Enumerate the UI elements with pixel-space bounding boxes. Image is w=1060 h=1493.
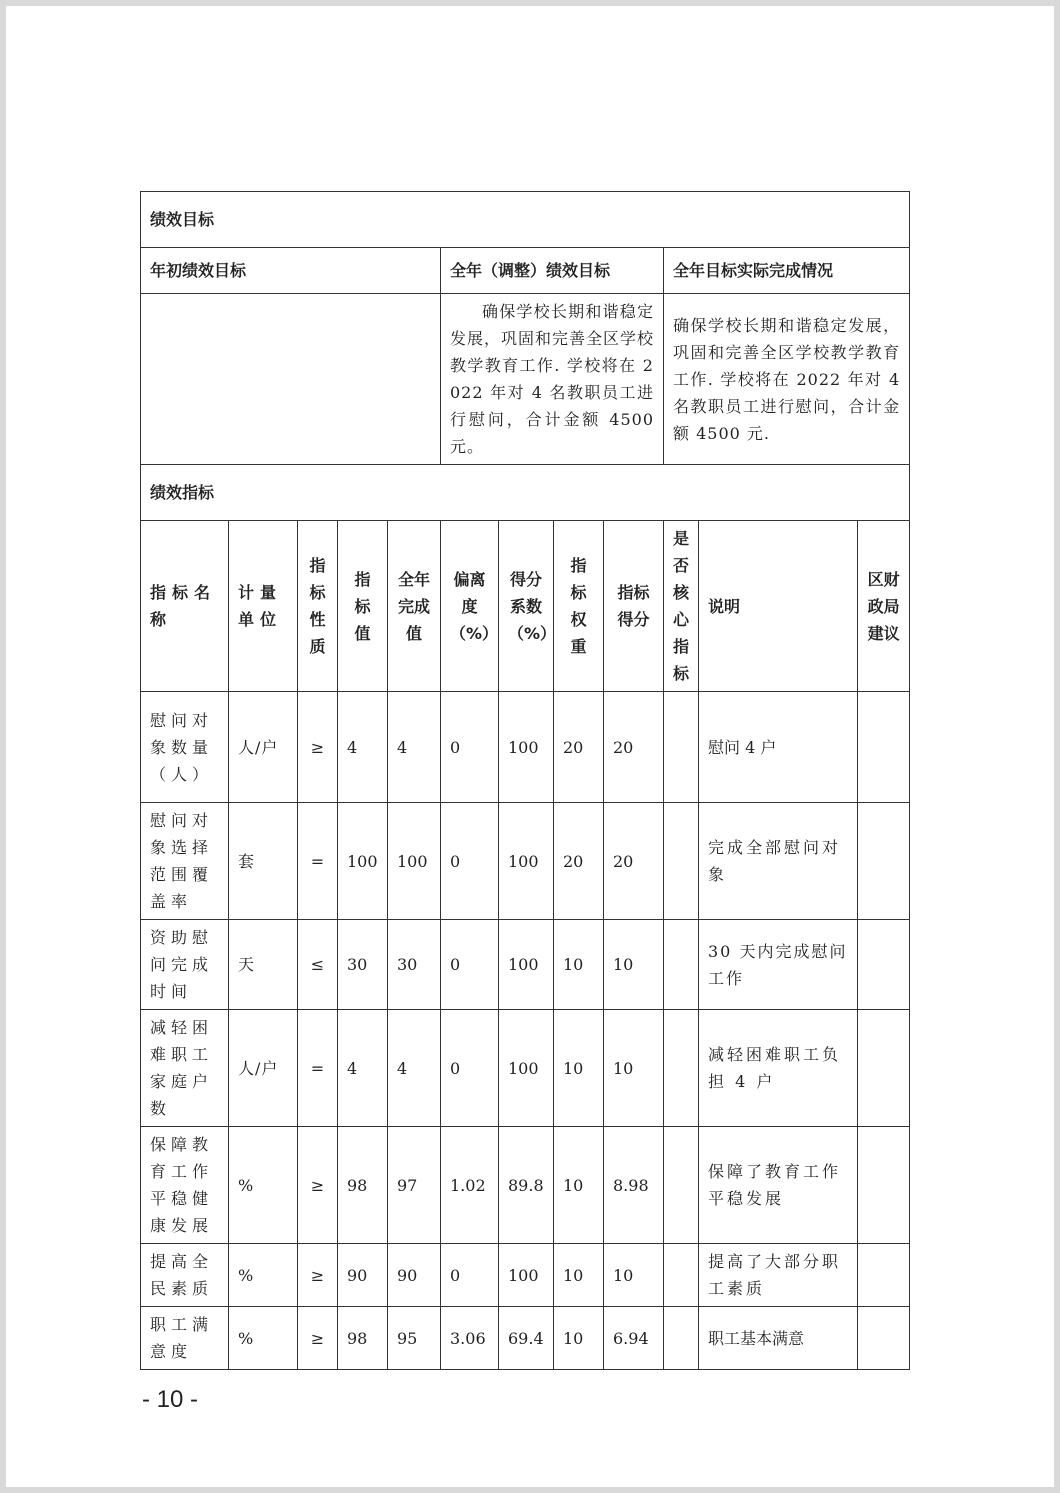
goal-initial-text xyxy=(141,294,441,465)
goal-actual-text: 确保学校长期和谐稳定发展，巩固和完善全区学校教学教育工作. 学校将在 2022 年对 4 名教职员工进行慰问，合计金额 4500 元. xyxy=(664,294,910,465)
row-note: 减轻困难职工负担 4 户 xyxy=(699,1010,858,1127)
goal-adjusted-text: 确保学校长期和谐稳定发展，巩固和完善全区学校教学教育工作. 学校将在 2022 年对 4 名教职员工进行慰问，合计金额 4500 元。 xyxy=(441,294,664,465)
row-score: 10 xyxy=(604,1244,664,1307)
header-deviation: 偏离度（%） xyxy=(441,521,499,692)
row-score: 6.94 xyxy=(604,1307,664,1370)
row-deviation: 0 xyxy=(441,692,499,803)
row-nature: = xyxy=(298,803,338,920)
row-nature: ≥ xyxy=(298,692,338,803)
row-name: 慰问对象数量（人） xyxy=(141,692,229,803)
row-coefficient: 89.8 xyxy=(499,1127,554,1244)
table-row xyxy=(141,1010,910,1127)
row-weight: 10 xyxy=(554,1307,604,1370)
row-value: 100 xyxy=(338,803,388,920)
row-completed: 95 xyxy=(388,1307,441,1370)
row-unit: % xyxy=(229,1127,298,1244)
row-completed: 4 xyxy=(388,692,441,803)
table-row xyxy=(141,692,910,803)
row-coefficient: 69.4 xyxy=(499,1307,554,1370)
row-suggest xyxy=(858,803,910,920)
row-deviation: 0 xyxy=(441,1010,499,1127)
row-deviation: 0 xyxy=(441,803,499,920)
row-nature: ≤ xyxy=(298,920,338,1010)
row-weight: 10 xyxy=(554,1127,604,1244)
row-name: 职工满意度 xyxy=(141,1307,229,1370)
row-note: 30 天内完成慰问工作 xyxy=(699,920,858,1010)
row-coefficient: 100 xyxy=(499,692,554,803)
row-score: 8.98 xyxy=(604,1127,664,1244)
row-value: 4 xyxy=(338,1010,388,1127)
row-suggest xyxy=(858,1010,910,1127)
row-score: 10 xyxy=(604,920,664,1010)
row-coefficient: 100 xyxy=(499,803,554,920)
row-core xyxy=(664,1127,699,1244)
row-name: 保障教育工作平稳健康发展 xyxy=(141,1127,229,1244)
header-note: 说明 xyxy=(699,521,858,692)
row-nature: ≥ xyxy=(298,1127,338,1244)
row-name: 资助慰问完成时间 xyxy=(141,920,229,1010)
header-core: 是否核心指标 xyxy=(664,521,699,692)
goal-col-actual: 全年目标实际完成情况 xyxy=(664,248,910,294)
header-unit: 计量单位 xyxy=(229,521,298,692)
row-value: 30 xyxy=(338,920,388,1010)
row-suggest xyxy=(858,920,910,1010)
row-deviation: 0 xyxy=(441,1244,499,1307)
row-unit: % xyxy=(229,1307,298,1370)
row-core xyxy=(664,1244,699,1307)
row-note: 提高了大部分职工素质 xyxy=(699,1244,858,1307)
section-title-goals: 绩效目标 xyxy=(141,192,910,248)
header-indicator-name: 指标名称 xyxy=(141,521,229,692)
row-unit: % xyxy=(229,1244,298,1307)
table-row xyxy=(141,1244,910,1307)
row-core xyxy=(664,1307,699,1370)
header-completed: 全年完成值 xyxy=(388,521,441,692)
goal-col-initial: 年初绩效目标 xyxy=(141,248,441,294)
row-weight: 20 xyxy=(554,803,604,920)
row-unit: 人/户 xyxy=(229,1010,298,1127)
row-deviation: 1.02 xyxy=(441,1127,499,1244)
row-completed: 100 xyxy=(388,803,441,920)
row-suggest xyxy=(858,1307,910,1370)
row-score: 10 xyxy=(604,1010,664,1127)
header-coefficient: 得分系数（%） xyxy=(499,521,554,692)
row-nature: ≥ xyxy=(298,1307,338,1370)
row-deviation: 0 xyxy=(441,920,499,1010)
row-core xyxy=(664,803,699,920)
row-name: 提高全民素质 xyxy=(141,1244,229,1307)
row-completed: 4 xyxy=(388,1010,441,1127)
table-row xyxy=(141,1127,910,1244)
row-completed: 97 xyxy=(388,1127,441,1244)
row-score: 20 xyxy=(604,803,664,920)
goal-col-adjusted: 全年（调整）绩效目标 xyxy=(441,248,664,294)
row-suggest xyxy=(858,692,910,803)
header-value: 指标值 xyxy=(338,521,388,692)
row-completed: 30 xyxy=(388,920,441,1010)
performance-table xyxy=(140,191,910,1370)
row-coefficient: 100 xyxy=(499,1244,554,1307)
table-row xyxy=(141,920,910,1010)
row-value: 90 xyxy=(338,1244,388,1307)
header-suggest: 区财政局建议 xyxy=(858,521,910,692)
row-suggest xyxy=(858,1244,910,1307)
row-value: 98 xyxy=(338,1307,388,1370)
row-weight: 10 xyxy=(554,920,604,1010)
row-weight: 20 xyxy=(554,692,604,803)
row-coefficient: 100 xyxy=(499,920,554,1010)
row-completed: 90 xyxy=(388,1244,441,1307)
header-nature: 指标性质 xyxy=(298,521,338,692)
row-coefficient: 100 xyxy=(499,1010,554,1127)
row-nature: ≥ xyxy=(298,1244,338,1307)
row-unit: 套 xyxy=(229,803,298,920)
row-note: 慰问 4 户 xyxy=(699,692,858,803)
row-name: 慰问对象选择范围覆盖率 xyxy=(141,803,229,920)
row-core xyxy=(664,1010,699,1127)
row-weight: 10 xyxy=(554,1244,604,1307)
page-number: - 10 - xyxy=(142,1386,199,1413)
row-value: 4 xyxy=(338,692,388,803)
row-note: 保障了教育工作平稳发展 xyxy=(699,1127,858,1244)
table-row xyxy=(141,1307,910,1370)
section-title-indicators: 绩效指标 xyxy=(141,465,910,521)
row-note: 职工基本满意 xyxy=(699,1307,858,1370)
row-deviation: 3.06 xyxy=(441,1307,499,1370)
header-weight: 指标权重 xyxy=(554,521,604,692)
row-weight: 10 xyxy=(554,1010,604,1127)
row-value: 98 xyxy=(338,1127,388,1244)
row-unit: 天 xyxy=(229,920,298,1010)
row-note: 完成全部慰问对象 xyxy=(699,803,858,920)
row-unit: 人/户 xyxy=(229,692,298,803)
row-name: 减轻困难职工家庭户数 xyxy=(141,1010,229,1127)
row-nature: = xyxy=(298,1010,338,1127)
row-score: 20 xyxy=(604,692,664,803)
row-suggest xyxy=(858,1127,910,1244)
row-core xyxy=(664,692,699,803)
header-score: 指标得分 xyxy=(604,521,664,692)
table-row xyxy=(141,803,910,920)
row-core xyxy=(664,920,699,1010)
document-page xyxy=(6,6,1054,1487)
